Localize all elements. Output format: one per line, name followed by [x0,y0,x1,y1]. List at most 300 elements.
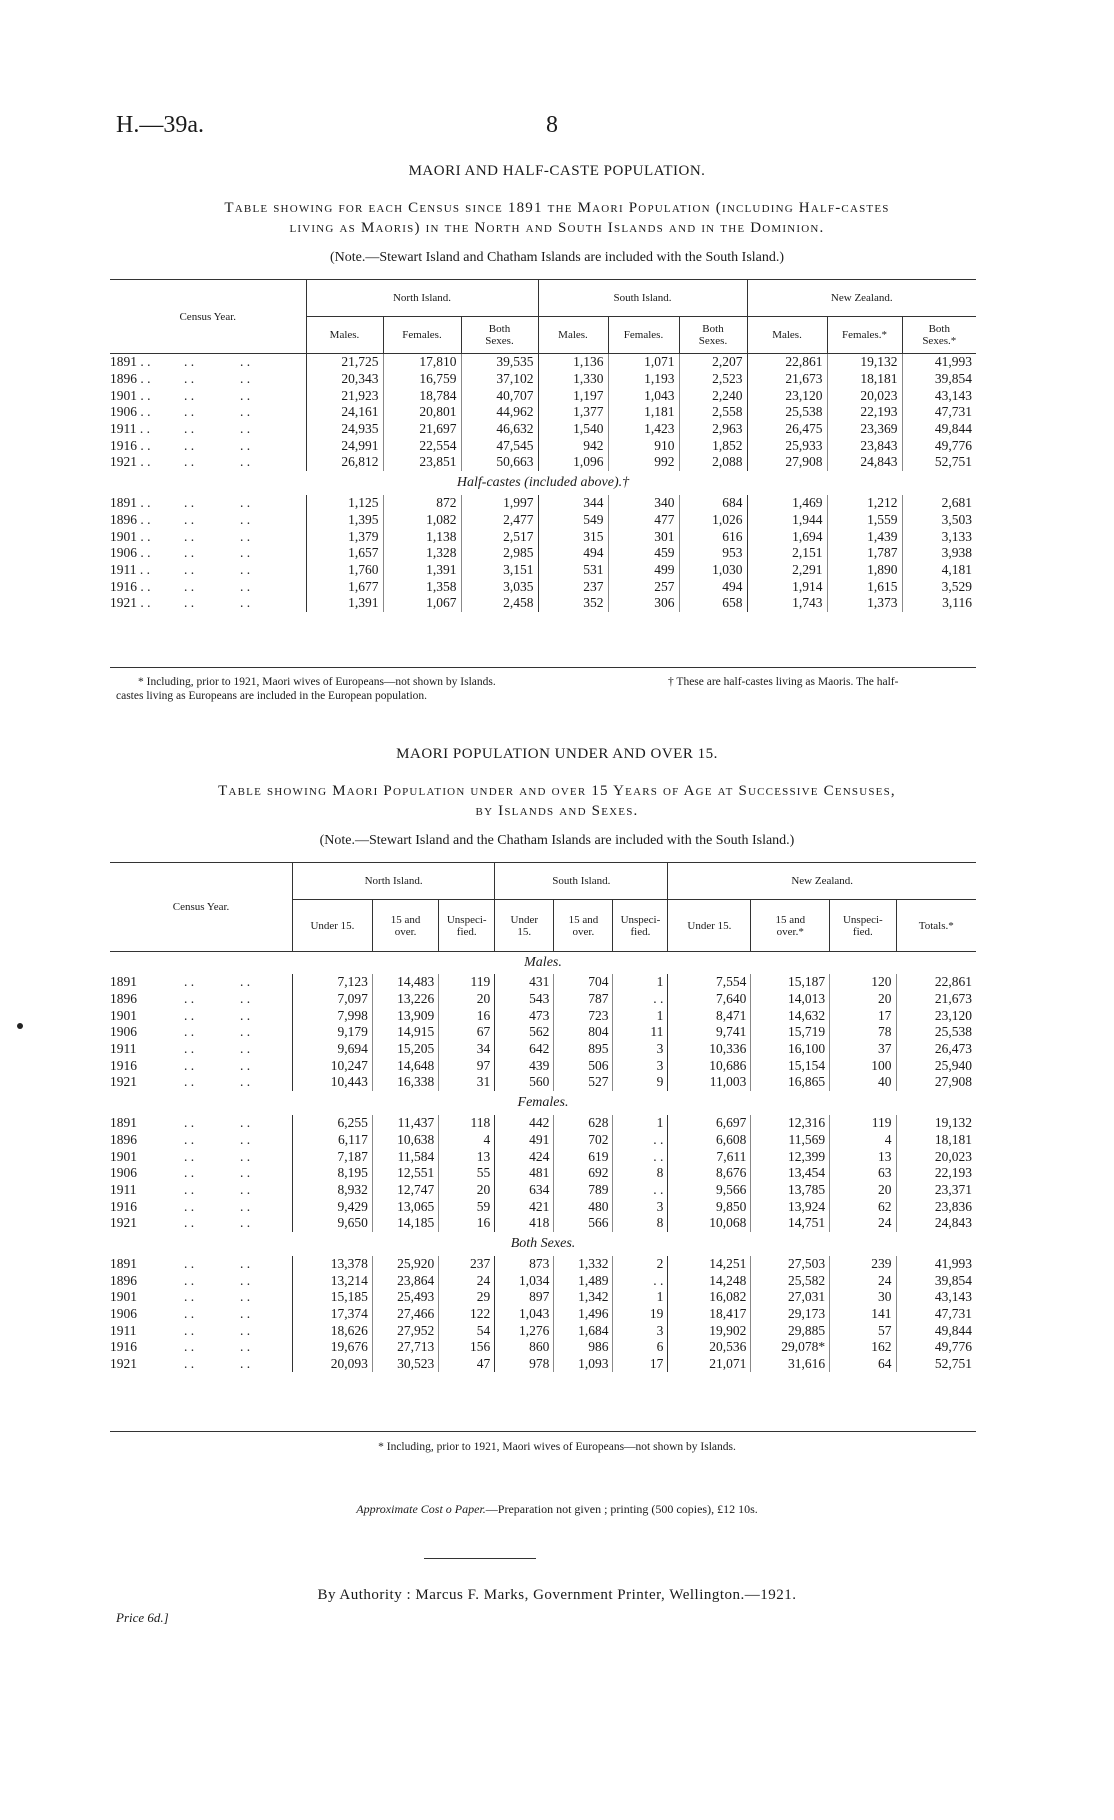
table-cell: 19,132 [896,1115,976,1132]
census-year-cell: 1906 . . . . [110,1024,251,1040]
table-cell: 910 [608,437,679,454]
census-year-cell: 1916 . . . . [110,1057,251,1073]
census-year-cell: 1921 . . . . . . [110,454,251,470]
table-cell: 6,697 [668,1115,751,1132]
table-cell: 17 [830,1007,896,1024]
table-cell: 27,952 [372,1322,438,1339]
table-cell: 39,535 [461,354,538,371]
table-cell: 1,071 [608,354,679,371]
table-cell: 352 [538,595,608,612]
table-cell: 29 [439,1289,495,1306]
table-cell: 12,316 [751,1115,830,1132]
table-cell: 257 [608,578,679,595]
table-cell: 704 [554,974,613,991]
census-year-cell: 1921 . . . . [110,1074,251,1090]
table-cell: 23,843 [827,437,902,454]
table-cell: 13 [830,1148,896,1165]
census-year-cell: 1891 . . . . . . [110,354,251,370]
table-cell: 2,291 [747,562,827,579]
table-cell: 986 [554,1339,613,1356]
cost-text: —Preparation not given ; printing (500 copies), £12 10s. [485,1502,758,1516]
table-cell: 11,437 [372,1115,438,1132]
table-row [110,1215,976,1232]
table-row [110,1306,976,1323]
census-year-cell: 1896 . . . . [110,1131,251,1147]
table-cell: 18,181 [827,371,902,388]
table-cell: 40 [830,1074,896,1091]
table-cell: 14,751 [751,1215,830,1232]
table-cell: 4 [830,1132,896,1149]
table-cell: 1,197 [538,387,608,404]
table-cell: 14,248 [668,1272,751,1289]
table-cell: 9,566 [668,1182,751,1199]
table-cell: 13,226 [372,991,438,1008]
table-cell: 15,187 [751,974,830,991]
table-cell: 1 [613,1115,668,1132]
table-cell: 22,861 [747,354,827,371]
census-year-cell: 1896 . . . . . . [110,371,251,387]
both-sexes-header: Both Sexes.* [902,317,976,354]
table-cell: 49,844 [896,1322,976,1339]
table-cell: 3 [613,1198,668,1215]
table-cell: 27,908 [747,454,827,471]
table-cell: 459 [608,545,679,562]
table-cell: 10,068 [668,1215,751,1232]
table-cell: 1,043 [608,387,679,404]
census-year-cell: 1891 . . . . [110,1255,251,1271]
table-cell: 47,545 [461,437,538,454]
table-cell: 78 [830,1024,896,1041]
maori-population-table [110,279,976,612]
table-cell: 1,212 [827,495,902,512]
footnote-star-2: * Including, prior to 1921, Maori wives of Europeans—not shown by Islands. [378,1441,736,1453]
table-cell: 1,136 [538,354,608,371]
census-year-cell: 1901 . . . . [110,1289,251,1305]
price-label: Price 6d.] [116,1610,169,1625]
table-cell: 1,944 [747,512,827,529]
table-cell: 10,686 [668,1057,751,1074]
census-year-cell: 1891 . . . . . . [110,495,251,511]
section2-title: MAORI POPULATION UNDER AND OVER 15. [396,746,718,762]
table-row [110,1256,976,1273]
section2-caption-line1: Table showing Maori Population under and over 15 Years of Age at Successive Censuses, [218,783,896,799]
table-cell: 1,030 [679,562,747,579]
census-year-cell: 1921 . . . . [110,1215,251,1231]
census-year-cell: 1891 . . . . [110,974,251,990]
north-island-header: North Island. [293,863,495,900]
table-cell: 10,336 [668,1041,751,1058]
table-cell: 2,985 [461,545,538,562]
table-cell: 2,523 [679,371,747,388]
table-cell: 21,725 [306,354,383,371]
table-cell: 39,854 [902,371,976,388]
table-cell: 8,195 [293,1165,373,1182]
table-cell: 63 [830,1165,896,1182]
table-row [110,1339,976,1356]
table-cell: 1,694 [747,528,827,545]
table-cell: 31 [439,1074,495,1091]
males-header: Males. [538,317,608,354]
table-cell: 19,902 [668,1322,751,1339]
table-cell: 24,991 [306,437,383,454]
table-cell: 22,861 [896,974,976,991]
table-cell: 1,489 [554,1272,613,1289]
table-cell: 119 [830,1115,896,1132]
table-cell: 473 [495,1007,554,1024]
table-cell: 424 [495,1148,554,1165]
table-cell: . . [613,1148,668,1165]
table-cell: 25,582 [751,1272,830,1289]
table-cell: 16,082 [668,1289,751,1306]
census-year-cell: 1901 . . . . [110,1148,251,1164]
table-cell: 14,483 [372,974,438,991]
table-cell: 22,554 [383,437,461,454]
table-cell: 1,276 [495,1322,554,1339]
table-cell: 25,493 [372,1289,438,1306]
table-cell: 1,787 [827,545,902,562]
table-cell: 14,648 [372,1057,438,1074]
under-15-header: Under 15. [495,900,554,952]
table-cell: 2,151 [747,545,827,562]
table-cell: 3 [613,1322,668,1339]
table-cell: 506 [554,1057,613,1074]
table-cell: 41,993 [896,1256,976,1273]
table-cell: 1,743 [747,595,827,612]
table-cell: 23,836 [896,1198,976,1215]
table-cell: 566 [554,1215,613,1232]
table-row [110,495,976,512]
census-year-cell: 1911 . . . . [110,1041,251,1057]
table-cell: 156 [439,1339,495,1356]
table-cell: 7,640 [668,991,751,1008]
table-cell: . . [613,991,668,1008]
table-cell: 11,003 [668,1074,751,1091]
table-row [110,404,976,421]
table-cell: 3,938 [902,545,976,562]
table-cell: 23,369 [827,421,902,438]
table-cell: 24,161 [306,404,383,421]
table-cell: 67 [439,1024,495,1041]
table-cell: 9,694 [293,1041,373,1058]
table-cell: 19,676 [293,1339,373,1356]
table-cell: 13,378 [293,1256,373,1273]
table-cell: 10,247 [293,1057,373,1074]
table-cell: 34 [439,1041,495,1058]
table-cell: 47,731 [902,404,976,421]
census-year-cell: 1916 . . . . [110,1339,251,1355]
table-row [110,437,976,454]
males-header: Males. [747,317,827,354]
table-cell: 1,026 [679,512,747,529]
census-year-header: Census Year. [110,863,293,952]
table-cell: 25,940 [896,1057,976,1074]
table-cell: 14,185 [372,1215,438,1232]
table-row [110,1074,976,1091]
table-cell: 239 [830,1256,896,1273]
table-cell: 1,615 [827,578,902,595]
table-cell: 119 [439,974,495,991]
table-cell: 41,993 [902,354,976,371]
table-row [110,421,976,438]
table-cell: 13,909 [372,1007,438,1024]
table-cell: 658 [679,595,747,612]
table-cell: 237 [538,578,608,595]
page-number: 8 [546,112,558,138]
table-cell: 9 [613,1074,668,1091]
table-cell: 1,890 [827,562,902,579]
table-cell: 52,751 [902,454,976,471]
table-cell: 527 [554,1074,613,1091]
table-cell: 1,760 [306,562,383,579]
table-cell: 20 [830,1182,896,1199]
table-cell: 16,100 [751,1041,830,1058]
table-cell: 7,123 [293,974,373,991]
table-cell: 64 [830,1356,896,1373]
table-cell: 619 [554,1148,613,1165]
table-cell: 1,377 [538,404,608,421]
unspecified-header: Unspeci- fied. [830,900,896,952]
table-cell: 21,697 [383,421,461,438]
table-row [110,1024,976,1041]
table-cell: 992 [608,454,679,471]
footnote-dagger-cont: castes living as Europeans are included in the European population. [116,690,428,702]
table-cell: 860 [495,1339,554,1356]
table-cell: . . [613,1182,668,1199]
census-year-cell: 1901 . . . . . . [110,387,251,403]
table-cell: 439 [495,1057,554,1074]
table-cell: 16 [439,1007,495,1024]
table1-bottom-rule [110,667,976,668]
table-cell: 57 [830,1322,896,1339]
table-cell: 481 [495,1165,554,1182]
table-cell: 13,785 [751,1182,830,1199]
table-cell: 20,801 [383,404,461,421]
census-year-cell: 1896 . . . . [110,1272,251,1288]
authority-line: By Authority : Marcus F. Marks, Government Printer, Wellington.—1921. [317,1587,797,1603]
table-cell: 49,776 [896,1339,976,1356]
table-row [110,578,976,595]
table-cell: 16,759 [383,371,461,388]
table-cell: 15,205 [372,1041,438,1058]
table-row [110,1057,976,1074]
table-cell: 29,173 [751,1306,830,1323]
table-cell: 1,379 [306,528,383,545]
table-cell: 499 [608,562,679,579]
females-header: Females.* [827,317,902,354]
table-cell: 3 [613,1057,668,1074]
table-cell: 17,810 [383,354,461,371]
table-row [110,1007,976,1024]
table-cell: 1,330 [538,371,608,388]
table-cell: 23,120 [747,387,827,404]
new-zealand-header: New Zealand. [747,280,976,317]
census-year-cell: 1901 . . . . [110,1007,251,1023]
table-cell: 873 [495,1256,554,1273]
new-zealand-header: New Zealand. [668,863,976,900]
table-row [110,562,976,579]
table-cell: 7,998 [293,1007,373,1024]
table-row [110,354,976,371]
table-cell: 3,133 [902,528,976,545]
table-cell: 1,034 [495,1272,554,1289]
table-cell: 6,117 [293,1132,373,1149]
table-cell: 2 [613,1256,668,1273]
table-cell: 18,784 [383,387,461,404]
table-cell: 1,914 [747,578,827,595]
table-cell: 7,554 [668,974,751,991]
table-cell: 1,657 [306,545,383,562]
table-cell: 237 [439,1256,495,1273]
table-cell: 442 [495,1115,554,1132]
table-cell: . . [613,1132,668,1149]
table-cell: 1,373 [827,595,902,612]
under-15-header: Under 15. [293,900,373,952]
table-cell: 1 [613,974,668,991]
table-cell: 24,843 [896,1215,976,1232]
south-island-header: South Island. [495,863,668,900]
table-cell: 13,454 [751,1165,830,1182]
table-cell: 100 [830,1057,896,1074]
census-year-cell: 1906 . . . . . . [110,404,251,420]
census-year-cell: 1921 . . . . [110,1356,251,1372]
table-cell: 24,935 [306,421,383,438]
table-cell: 301 [608,528,679,545]
both-sexes-subheading: Both Sexes. [510,1235,576,1251]
census-year-cell: 1906 . . . . [110,1165,251,1181]
table-cell: 40,707 [461,387,538,404]
census-year-cell: 1896 . . . . [110,991,251,1007]
table-cell: 1,997 [461,495,538,512]
table-cell: 8,471 [668,1007,751,1024]
table-cell: 49,776 [902,437,976,454]
table-cell: 1 [613,1007,668,1024]
totals-header: Totals.* [896,900,976,952]
table-cell: 634 [495,1182,554,1199]
table-cell: 52,751 [896,1356,976,1373]
table-cell: 723 [554,1007,613,1024]
table-cell: 17 [613,1356,668,1373]
table-cell: 20 [439,1182,495,1199]
table-cell: 953 [679,545,747,562]
table-cell: 477 [608,512,679,529]
table-cell: 15,185 [293,1289,373,1306]
table-row [110,512,976,529]
table-cell: 29,078* [751,1339,830,1356]
table-cell: 23,851 [383,454,461,471]
table-cell: 1,469 [747,495,827,512]
table-cell: 895 [554,1041,613,1058]
table-cell: 9,429 [293,1198,373,1215]
table-cell: 21,923 [306,387,383,404]
table-cell: 26,473 [896,1041,976,1058]
table-cell: 20,023 [896,1148,976,1165]
table-cell: 2,681 [902,495,976,512]
table-cell: 2,963 [679,421,747,438]
table-cell: 14,013 [751,991,830,1008]
table-cell: 37 [830,1041,896,1058]
footnote-star: * Including, prior to 1921, Maori wives of Europeans—not shown by Islands. [138,676,496,688]
census-year-cell: 1911 . . . . . . [110,561,251,577]
table-cell: 23,371 [896,1182,976,1199]
table-cell: 8,676 [668,1165,751,1182]
table-cell: 1,358 [383,578,461,595]
table-cell: 787 [554,991,613,1008]
table-cell: 14,251 [668,1256,751,1273]
both-sexes-header: Both Sexes. [679,317,747,354]
15-and-over-header: 15 and over. [372,900,438,952]
table-cell: 47,731 [896,1306,976,1323]
census-year-cell: 1891 . . . . [110,1115,251,1131]
table-cell: 340 [608,495,679,512]
table-cell: 421 [495,1198,554,1215]
table-cell: 2,558 [679,404,747,421]
table-cell: 684 [679,495,747,512]
cost-label: Approximate Cost o Paper. [356,1502,486,1516]
table-row [110,528,976,545]
table-cell: 8,932 [293,1182,373,1199]
table-row [110,545,976,562]
table-cell: 872 [383,495,461,512]
table-cell: 23,864 [372,1272,438,1289]
table-cell: 1,423 [608,421,679,438]
table-cell: 39,854 [896,1272,976,1289]
table-cell: 543 [495,991,554,1008]
census-year-cell: 1916 . . . . . . [110,437,251,453]
table-cell: 59 [439,1198,495,1215]
males-subheading: Males. [524,955,562,970]
table-cell: 8 [613,1215,668,1232]
census-year-header: Census Year. [110,280,306,354]
males-header: Males. [306,317,383,354]
table-cell: 21,673 [747,371,827,388]
table-row [110,1041,976,1058]
table-cell: 31,616 [751,1356,830,1373]
table-cell: 1,138 [383,528,461,545]
table-cell: 120 [830,974,896,991]
table-cell: 14,632 [751,1007,830,1024]
table-cell: 21,071 [668,1356,751,1373]
table-cell: 315 [538,528,608,545]
table-cell: 1,684 [554,1322,613,1339]
table-cell: 692 [554,1165,613,1182]
cost-line [0,1502,1114,1517]
unspecified-header: Unspeci- fied. [439,900,495,952]
table-cell: 15,154 [751,1057,830,1074]
table-cell: 13,214 [293,1272,373,1289]
table-cell: 21,673 [896,991,976,1008]
table-cell: 20 [830,991,896,1008]
table-cell: 628 [554,1115,613,1132]
15-and-over-header: 15 and over. [554,900,613,952]
census-year-cell: 1911 . . . . [110,1181,251,1197]
table-row [110,1132,976,1149]
table-cell: 13,065 [372,1198,438,1215]
census-year-cell: 1906 . . . . . . [110,545,251,561]
table-cell: 18,181 [896,1132,976,1149]
short-rule [424,1558,536,1559]
table-cell: 4 [439,1132,495,1149]
table-cell: 3,503 [902,512,976,529]
table-cell: 25,933 [747,437,827,454]
table-cell: 15,719 [751,1024,830,1041]
table2-bottom-rule [110,1431,976,1432]
table-cell: 17,374 [293,1306,373,1323]
table-cell: 11,569 [751,1132,830,1149]
females-header: Females. [608,317,679,354]
table-cell: 3,529 [902,578,976,595]
table-cell: 27,713 [372,1339,438,1356]
table-cell: 54 [439,1322,495,1339]
